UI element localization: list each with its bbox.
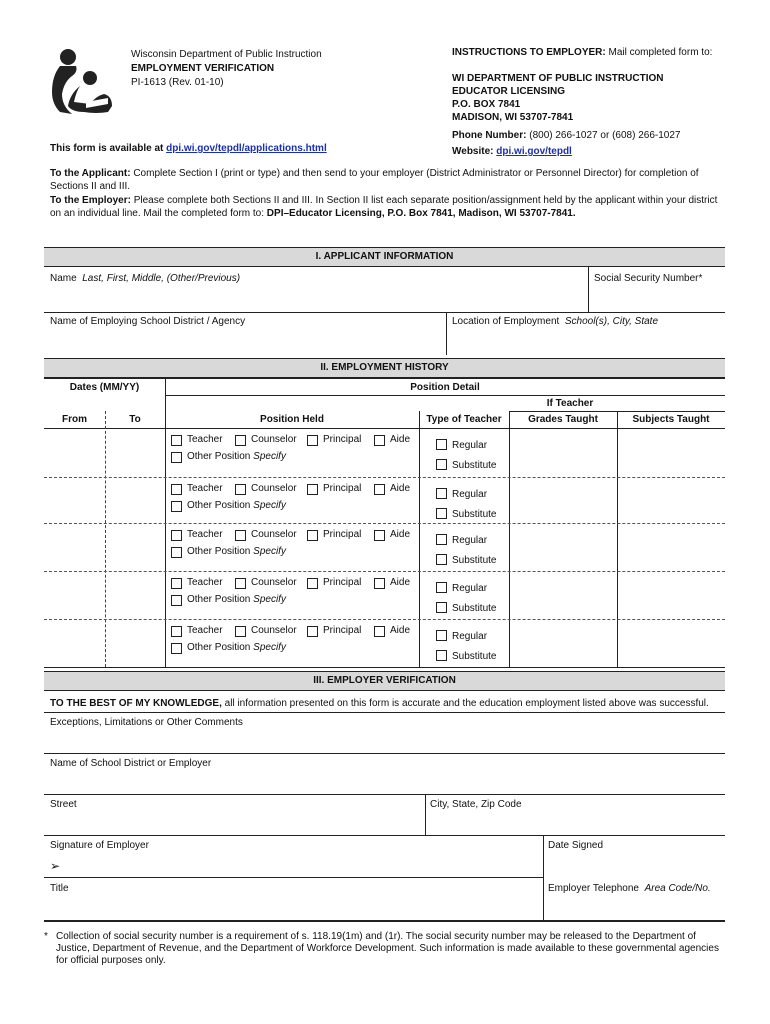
other-position-label: Other Position Specify xyxy=(187,451,286,462)
teacher-checkbox[interactable] xyxy=(171,578,182,589)
knowledge-statement: TO THE BEST OF MY KNOWLEDGE, all information presented on this form is accurate and the education employment listed above was successful. xyxy=(50,698,709,709)
to-date-field[interactable] xyxy=(108,525,162,569)
address-line-3: P.O. BOX 7841 xyxy=(452,99,521,110)
applicant-instructions: To the Applicant: Complete Section I (print or type) and then send to your employer (District Administrator or Personnel Director) for completion of Sections II and III. xyxy=(50,168,699,192)
phone-number: Phone Number: (800) 266-1027 or (608) 266-1027 xyxy=(452,130,681,141)
aide-label: Aide xyxy=(390,434,411,445)
other-position-label: Other Position Specify xyxy=(187,500,286,511)
substitute-checkbox[interactable] xyxy=(436,650,447,661)
from-date-field[interactable] xyxy=(46,621,102,665)
aide-checkbox[interactable] xyxy=(374,626,385,637)
aide-checkbox[interactable] xyxy=(374,484,385,495)
substitute-label: Substitute xyxy=(452,460,497,471)
counselor-label: Counselor xyxy=(251,625,297,636)
location-label: Location of Employment School(s), City, State xyxy=(452,316,659,327)
grades-taught-field[interactable] xyxy=(512,479,614,521)
from-header: From xyxy=(62,414,87,425)
city-state-zip-label: City, State, Zip Code xyxy=(430,799,522,810)
regular-label: Regular xyxy=(452,583,488,594)
applications-link[interactable]: dpi.wi.gov/tepdl/applications.html xyxy=(166,143,327,154)
from-date-field[interactable] xyxy=(46,430,102,475)
regular-checkbox[interactable] xyxy=(436,630,447,641)
teacher-label: Teacher xyxy=(187,434,223,445)
counselor-label: Counselor xyxy=(251,529,297,540)
regular-checkbox[interactable] xyxy=(436,534,447,545)
exceptions-field[interactable] xyxy=(50,731,720,751)
date-signed-label: Date Signed xyxy=(548,840,604,851)
other-position-checkbox[interactable] xyxy=(171,643,182,654)
telephone-field[interactable] xyxy=(548,897,720,917)
school-name-label: Name of School District or Employer xyxy=(50,758,212,769)
substitute-checkbox[interactable] xyxy=(436,554,447,565)
name-field[interactable] xyxy=(50,286,582,308)
dpi-logo xyxy=(46,46,116,116)
principal-label: Principal xyxy=(323,577,362,588)
counselor-label: Counselor xyxy=(251,483,297,494)
signature-field[interactable] xyxy=(66,855,536,875)
aide-label: Aide xyxy=(390,577,411,588)
name-label: Name Last, First, Middle, (Other/Previous) xyxy=(50,273,241,284)
subjects-taught-field[interactable] xyxy=(620,430,722,475)
telephone-label: Employer Telephone Area Code/No. xyxy=(548,883,711,894)
footnote-star: * xyxy=(44,931,48,942)
instructions-heading: INSTRUCTIONS TO EMPLOYER: Mail completed form to: xyxy=(452,47,713,58)
employing-district-label: Name of Employing School District / Agency xyxy=(50,316,246,327)
regular-checkbox[interactable] xyxy=(436,582,447,593)
other-position-label: Other Position Specify xyxy=(187,594,286,605)
teacher-label: Teacher xyxy=(187,529,223,540)
substitute-label: Substitute xyxy=(452,509,497,520)
grades-taught-field[interactable] xyxy=(512,430,614,475)
counselor-checkbox[interactable] xyxy=(235,578,246,589)
employer-instructions: To the Employer: Please complete both Sections II and III. In Section II list each separate position/assignment held by the applicant within your district on an individual line. Mail the completed form to: DPI–Educator Licensing, P.O. Box 7841, Madison, WI 53707-7841. xyxy=(50,195,718,219)
substitute-checkbox[interactable] xyxy=(436,508,447,519)
subjects-taught-field[interactable] xyxy=(620,573,722,617)
regular-checkbox[interactable] xyxy=(436,488,447,499)
signature-arrow-icon: ➢ xyxy=(50,859,61,873)
other-position-checkbox[interactable] xyxy=(171,547,182,558)
other-position-label: Other Position Specify xyxy=(187,546,286,557)
principal-label: Principal xyxy=(323,434,362,445)
principal-checkbox[interactable] xyxy=(307,530,318,541)
exceptions-label: Exceptions, Limitations or Other Comments xyxy=(50,717,243,728)
subjects-taught-field[interactable] xyxy=(620,621,722,665)
substitute-checkbox[interactable] xyxy=(436,459,447,470)
grades-taught-field[interactable] xyxy=(512,573,614,617)
principal-label: Principal xyxy=(323,529,362,540)
teacher-checkbox[interactable] xyxy=(171,435,182,446)
from-date-field[interactable] xyxy=(46,573,102,617)
regular-label: Regular xyxy=(452,440,488,451)
substitute-label: Substitute xyxy=(452,603,497,614)
section-3-header: III. EMPLOYER VERIFICATION xyxy=(44,671,725,691)
counselor-checkbox[interactable] xyxy=(235,484,246,495)
teacher-label: Teacher xyxy=(187,483,223,494)
from-date-field[interactable] xyxy=(46,479,102,521)
title-label: Title xyxy=(50,883,69,894)
street-field[interactable] xyxy=(50,813,420,833)
to-date-field[interactable] xyxy=(108,573,162,617)
to-date-field[interactable] xyxy=(108,621,162,665)
to-date-field[interactable] xyxy=(108,479,162,521)
type-of-teacher-header: Type of Teacher xyxy=(426,414,502,425)
website-link[interactable]: dpi.wi.gov/tepdl xyxy=(496,146,572,157)
teacher-label: Teacher xyxy=(187,625,223,636)
title-field[interactable] xyxy=(50,897,538,917)
other-position-checkbox[interactable] xyxy=(171,595,182,606)
date-signed-field[interactable] xyxy=(548,854,720,874)
other-position-checkbox[interactable] xyxy=(171,452,182,463)
principal-label: Principal xyxy=(323,625,362,636)
to-date-field[interactable] xyxy=(108,430,162,475)
footnote-text: Collection of social security number is a requirement of s. 118.19(1m) and (1r). The social security number may be released to the Department of Justice, Department of Revenue, and the Department of Workforce Development. Such information is made available to these governmental agencies for official purposes only. xyxy=(56,931,719,966)
regular-checkbox[interactable] xyxy=(436,439,447,450)
subjects-taught-field[interactable] xyxy=(620,525,722,569)
school-name-field[interactable] xyxy=(50,772,720,792)
employing-district-field[interactable] xyxy=(50,330,440,350)
website: Website: dpi.wi.gov/tepdl xyxy=(452,146,572,157)
counselor-checkbox[interactable] xyxy=(235,626,246,637)
from-date-field[interactable] xyxy=(46,525,102,569)
dates-header: Dates (MM/YY) xyxy=(69,382,140,393)
aide-label: Aide xyxy=(390,529,411,540)
principal-checkbox[interactable] xyxy=(307,626,318,637)
aide-label: Aide xyxy=(390,625,411,636)
counselor-checkbox[interactable] xyxy=(235,435,246,446)
teacher-checkbox[interactable] xyxy=(171,530,182,541)
if-teacher-header: If Teacher xyxy=(546,398,594,409)
address-line-2: EDUCATOR LICENSING xyxy=(452,86,565,97)
position-held-header: Position Held xyxy=(260,414,324,425)
aide-checkbox[interactable] xyxy=(374,435,385,446)
location-field[interactable] xyxy=(452,330,720,350)
substitute-checkbox[interactable] xyxy=(436,602,447,613)
form-title: EMPLOYMENT VERIFICATION xyxy=(131,63,275,74)
form-availability: This form is available at dpi.wi.gov/tepdl/applications.html xyxy=(50,143,327,154)
section-1-header: I. APPLICANT INFORMATION xyxy=(44,247,725,267)
substitute-label: Substitute xyxy=(452,555,497,566)
to-header: To xyxy=(129,414,141,425)
substitute-label: Substitute xyxy=(452,651,497,662)
teacher-checkbox[interactable] xyxy=(171,626,182,637)
ssn-field[interactable] xyxy=(594,286,722,308)
other-position-label: Other Position Specify xyxy=(187,642,286,653)
aide-checkbox[interactable] xyxy=(374,578,385,589)
teacher-label: Teacher xyxy=(187,577,223,588)
principal-label: Principal xyxy=(323,483,362,494)
regular-label: Regular xyxy=(452,631,488,642)
teacher-checkbox[interactable] xyxy=(171,484,182,495)
aide-checkbox[interactable] xyxy=(374,530,385,541)
address-line-1: WI DEPARTMENT OF PUBLIC INSTRUCTION xyxy=(452,73,664,84)
address-line-4: MADISON, WI 53707-7841 xyxy=(452,112,574,123)
counselor-checkbox[interactable] xyxy=(235,530,246,541)
regular-label: Regular xyxy=(452,535,488,546)
principal-checkbox[interactable] xyxy=(307,578,318,589)
aide-label: Aide xyxy=(390,483,411,494)
city-state-zip-field[interactable] xyxy=(430,813,720,833)
subjects-taught-field[interactable] xyxy=(620,479,722,521)
street-label: Street xyxy=(50,799,77,810)
regular-label: Regular xyxy=(452,489,488,500)
grades-taught-header: Grades Taught xyxy=(528,414,598,425)
grades-taught-field[interactable] xyxy=(512,621,614,665)
subjects-taught-header: Subjects Taught xyxy=(632,414,710,425)
form-code: PI-1613 (Rev. 01-10) xyxy=(131,77,224,88)
principal-checkbox[interactable] xyxy=(307,484,318,495)
counselor-label: Counselor xyxy=(251,577,297,588)
counselor-label: Counselor xyxy=(251,434,297,445)
section-2-header: II. EMPLOYMENT HISTORY xyxy=(44,358,725,378)
grades-taught-field[interactable] xyxy=(512,525,614,569)
principal-checkbox[interactable] xyxy=(307,435,318,446)
position-detail-header: Position Detail xyxy=(410,382,480,393)
signature-label: Signature of Employer xyxy=(50,840,149,851)
other-position-checkbox[interactable] xyxy=(171,501,182,512)
department-name: Wisconsin Department of Public Instruction xyxy=(131,49,322,60)
ssn-label: Social Security Number* xyxy=(594,273,703,284)
